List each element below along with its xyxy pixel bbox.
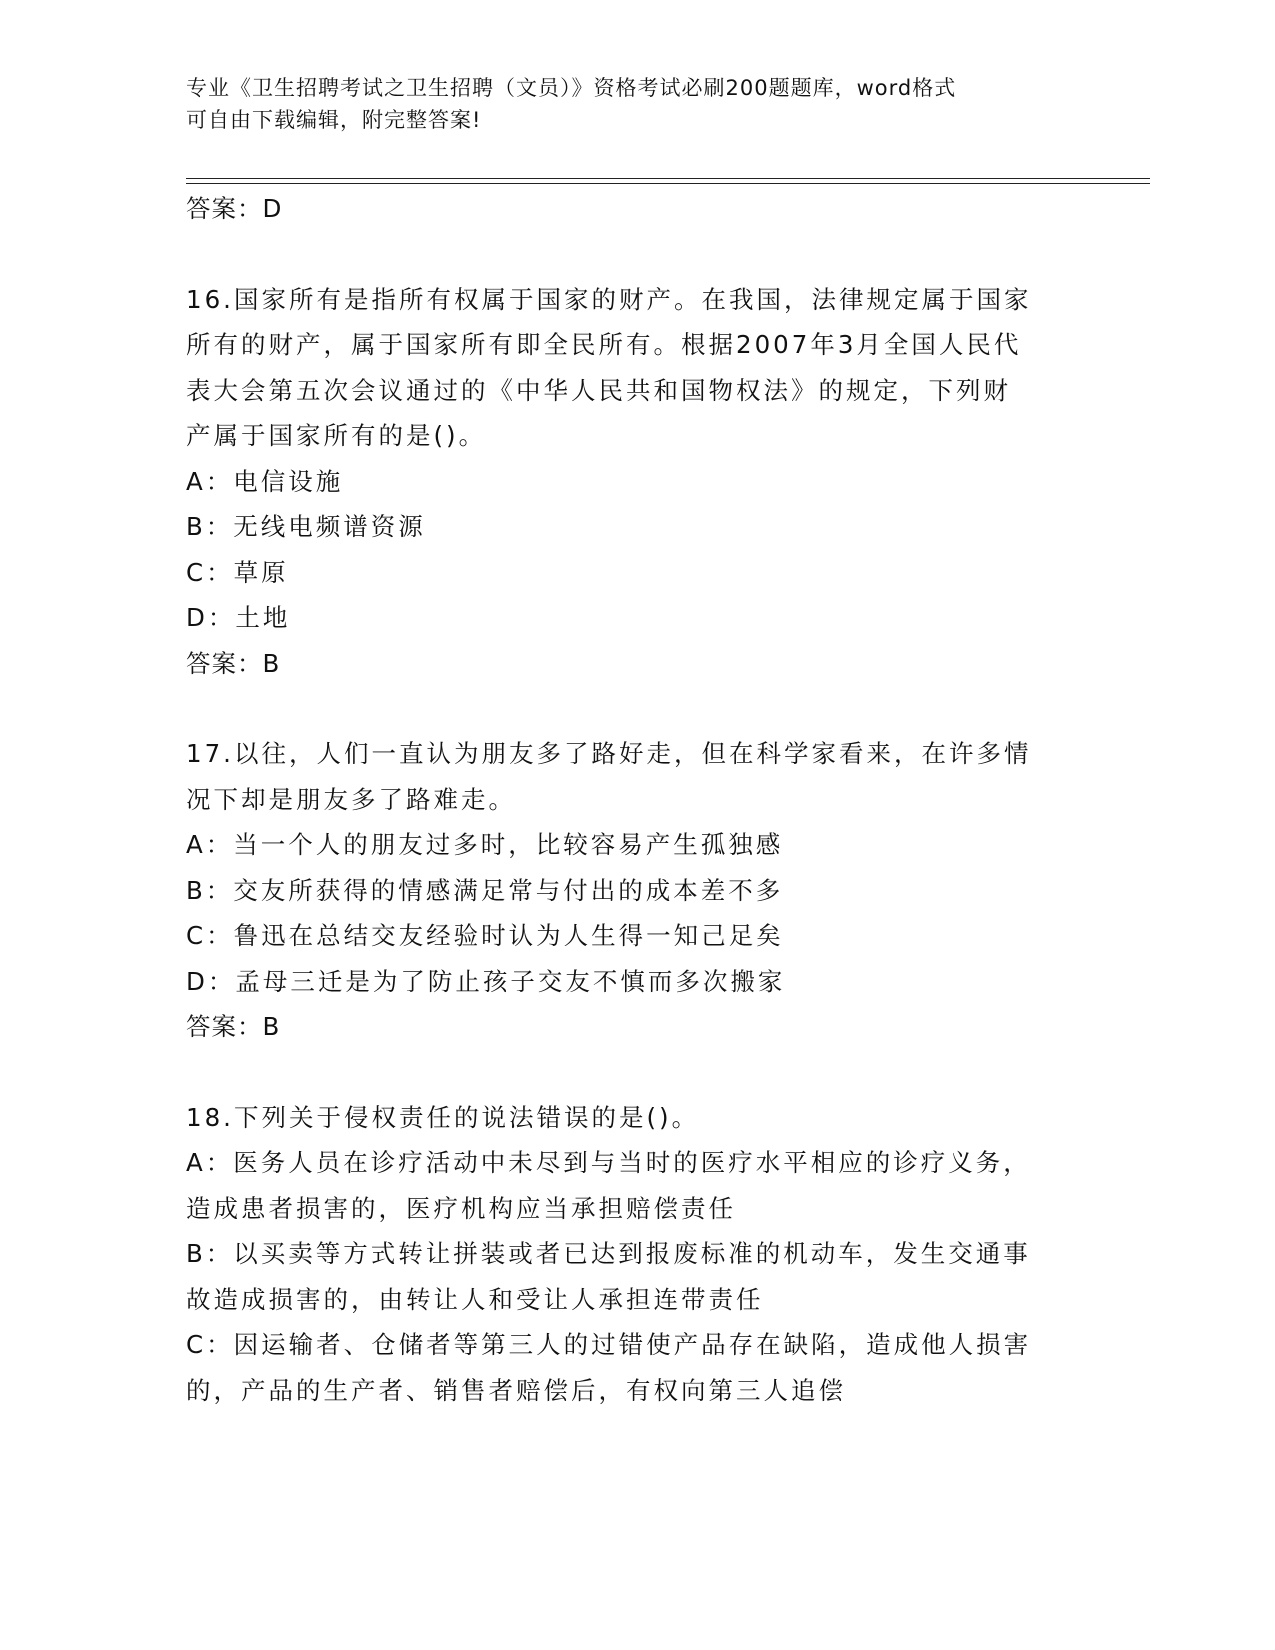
answer-line: 答案：D [186,194,283,223]
spacer [186,686,1086,731]
option-d: D：孟母三迁是为了防止孩子交友不慎而多次搬家 [186,966,786,996]
question-stem-line: 18.下列关于侵权责任的说法错误的是()。 [186,1102,700,1132]
option-b: B：交友所获得的情感满足常与付出的成本差不多 [186,875,784,905]
question-stem-line: 16.国家所有是指所有权属于国家的财产。在我国，法律规定属于国家 [186,284,1032,314]
question-stem-line: 产属于国家所有的是()。 [186,421,487,450]
option-a-continued: 造成患者损害的，医疗机构应当承担赔偿责任 [186,1193,736,1223]
option-b: B：以买卖等方式转让拼装或者已达到报废标准的机动车，发生交通事 [186,1239,1031,1268]
option-c-continued: 的，产品的生产者、销售者赔偿后，有权向第三人追偿 [186,1375,846,1405]
answer-line: 答案：B [186,1012,281,1041]
header-rule-bottom [186,183,1150,184]
question-18 [186,1095,1086,1414]
header-rule-top [186,178,1150,179]
answer-line: 答案：B [186,648,281,678]
option-b: B：无线电频谱资源 [186,512,426,541]
document-header [186,72,1056,136]
question-stem-line: 表大会第五次会议通过的《中华人民共和国物权法》的规定，下列财 [186,375,1011,405]
option-d: D：土地 [186,603,291,632]
option-c: C：鲁迅在总结交友经验时认为人生得一知己足矣 [186,921,784,950]
option-b-continued: 故造成损害的，由转让人和受让人承担连带责任 [186,1284,764,1314]
option-a: A：当一个人的朋友过多时，比较容易产生孤独感 [186,830,784,859]
question-17 [186,731,1086,1050]
header-line-2: 可自由下载编辑，附完整答案! [186,108,482,132]
header-line-1: 专业《卫生招聘考试之卫生招聘（文员）》资格考试必刷200题题库，word格式 [186,76,957,100]
question-stem-line: 所有的财产，属于国家所有即全民所有。根据2007年3月全国人民代 [186,330,1022,359]
question-stem-line: 况下却是朋友多了路难走。 [186,784,516,814]
question-stem-line: 17.以往，人们一直认为朋友多了路好走，但在科学家看来，在许多情 [186,739,1032,768]
spacer [186,1050,1086,1095]
question-16 [186,277,1086,687]
option-c: C：草原 [186,557,289,587]
option-a: A：医务人员在诊疗活动中未尽到与当时的医疗水平相应的诊疗义务， [186,1148,1031,1177]
spacer [186,232,1086,277]
option-a: A：电信设施 [186,466,344,496]
question-content [186,186,1086,1413]
option-c: C：因运输者、仓储者等第三人的过错使产品存在缺陷，造成他人损害 [186,1330,1032,1359]
